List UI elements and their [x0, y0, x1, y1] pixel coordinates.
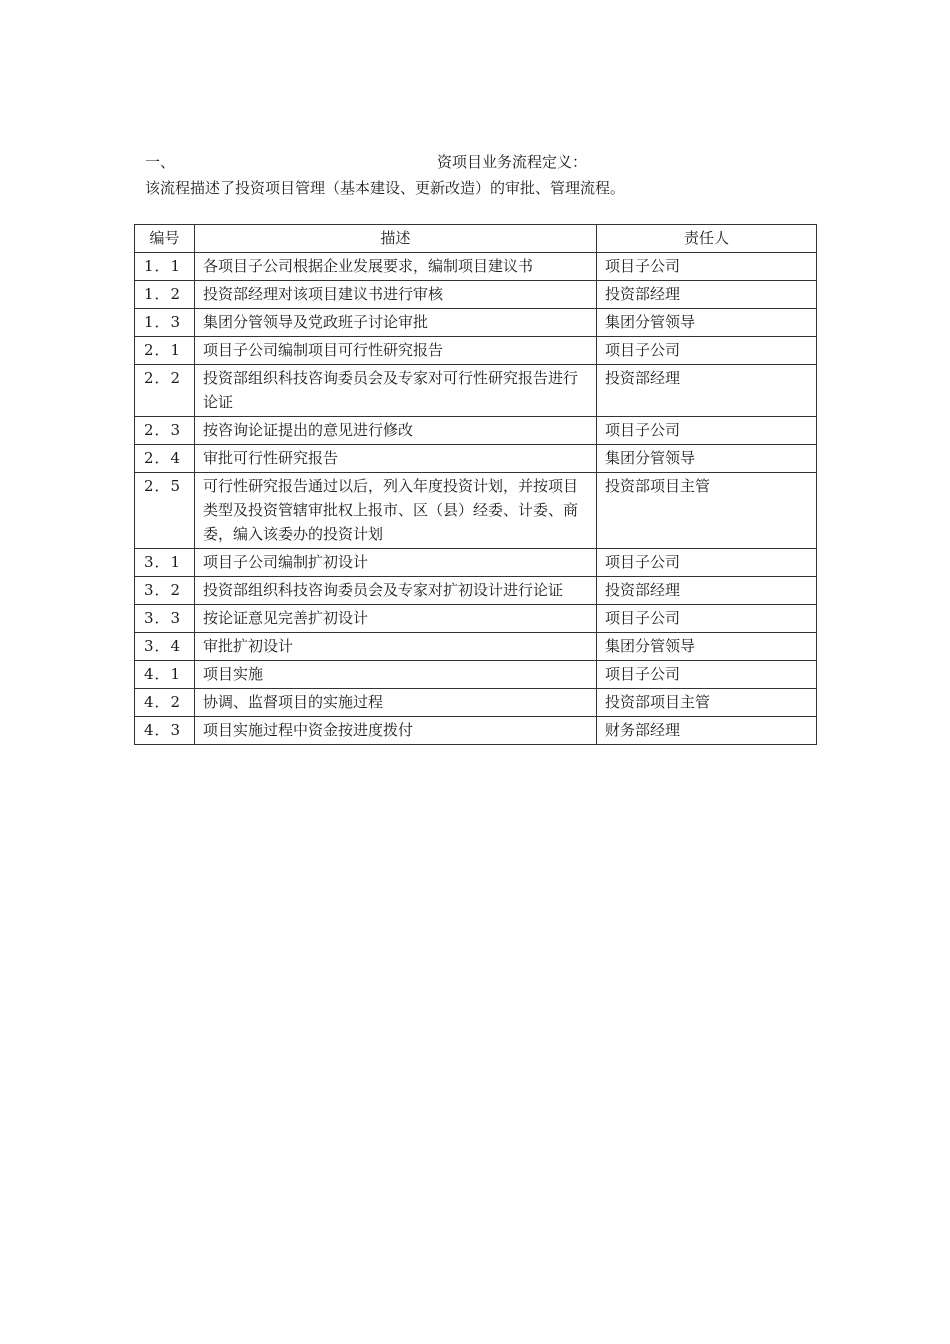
- header-description: 描述: [195, 225, 597, 253]
- row-responsible: 项目子公司: [597, 417, 817, 445]
- table-header-row: [135, 225, 817, 253]
- row-description: 可行性研究报告通过以后，列入年度投资计划，并按项目类型及投资管辖审批权上报市、区（县）经委、计委、商委，编入该委办的投资计划: [195, 473, 597, 549]
- table-row: [135, 689, 817, 717]
- row-responsible: 集团分管领导: [597, 633, 817, 661]
- row-description: 审批扩初设计: [195, 633, 597, 661]
- table-row: [135, 309, 817, 337]
- row-responsible: 财务部经理: [597, 717, 817, 745]
- table-row: [135, 717, 817, 745]
- row-responsible: 集团分管领导: [597, 445, 817, 473]
- table-row: [135, 633, 817, 661]
- table-row: [135, 417, 817, 445]
- row-responsible: 项目子公司: [597, 253, 817, 281]
- row-number: 4．2: [135, 689, 195, 717]
- header-responsible: 责任人: [597, 225, 817, 253]
- row-description: 项目子公司编制项目可行性研究报告: [195, 337, 597, 365]
- row-number: 3．3: [135, 605, 195, 633]
- row-number: 1．1: [135, 253, 195, 281]
- row-description: 按论证意见完善扩初设计: [195, 605, 597, 633]
- row-description: 投资部组织科技咨询委员会及专家对可行性研究报告进行论证: [195, 365, 597, 417]
- row-number: 2．1: [135, 337, 195, 365]
- section-title: 资项目业务流程定义：: [437, 153, 588, 171]
- process-table: [134, 224, 817, 745]
- table-row: [135, 605, 817, 633]
- row-description: 项目实施过程中资金按进度拨付: [195, 717, 597, 745]
- row-responsible: 项目子公司: [597, 661, 817, 689]
- row-description: 各项目子公司根据企业发展要求，编制项目建议书: [195, 253, 597, 281]
- row-responsible: 投资部经理: [597, 577, 817, 605]
- row-responsible: 投资部经理: [597, 281, 817, 309]
- row-description: 协调、监督项目的实施过程: [195, 689, 597, 717]
- row-responsible: 项目子公司: [597, 337, 817, 365]
- row-responsible: 集团分管领导: [597, 309, 817, 337]
- row-number: 2．3: [135, 417, 195, 445]
- table-row: [135, 445, 817, 473]
- header-number: 编号: [135, 225, 195, 253]
- row-number: 2．4: [135, 445, 195, 473]
- table-row: [135, 365, 817, 417]
- row-responsible: 项目子公司: [597, 605, 817, 633]
- row-responsible: 项目子公司: [597, 549, 817, 577]
- row-description: 投资部经理对该项目建议书进行审核: [195, 281, 597, 309]
- row-number: 2．5: [135, 473, 195, 549]
- row-number: 4．3: [135, 717, 195, 745]
- section-number: 一、: [145, 153, 176, 171]
- row-description: 审批可行性研究报告: [195, 445, 597, 473]
- table-row: [135, 577, 817, 605]
- row-description: 按咨询论证提出的意见进行修改: [195, 417, 597, 445]
- row-number: 3．1: [135, 549, 195, 577]
- section-heading: [145, 151, 825, 173]
- row-description: 集团分管领导及党政班子讨论审批: [195, 309, 597, 337]
- row-responsible: 投资部项目主管: [597, 473, 817, 549]
- row-description: 项目子公司编制扩初设计: [195, 549, 597, 577]
- row-number: 1．2: [135, 281, 195, 309]
- row-number: 1．3: [135, 309, 195, 337]
- intro-paragraph: 该流程描述了投资项目管理（基本建设、更新改造）的审批、管理流程。: [145, 179, 626, 197]
- row-number: 3．2: [135, 577, 195, 605]
- row-description: 投资部组织科技咨询委员会及专家对扩初设计进行论证: [195, 577, 597, 605]
- row-number: 2．2: [135, 365, 195, 417]
- row-responsible: 投资部项目主管: [597, 689, 817, 717]
- row-number: 3．4: [135, 633, 195, 661]
- row-responsible: 投资部经理: [597, 365, 817, 417]
- table-row: [135, 473, 817, 549]
- table-row: [135, 661, 817, 689]
- table-row: [135, 337, 817, 365]
- table-row: [135, 281, 817, 309]
- table-row: [135, 253, 817, 281]
- row-description: 项目实施: [195, 661, 597, 689]
- table-row: [135, 549, 817, 577]
- row-number: 4．1: [135, 661, 195, 689]
